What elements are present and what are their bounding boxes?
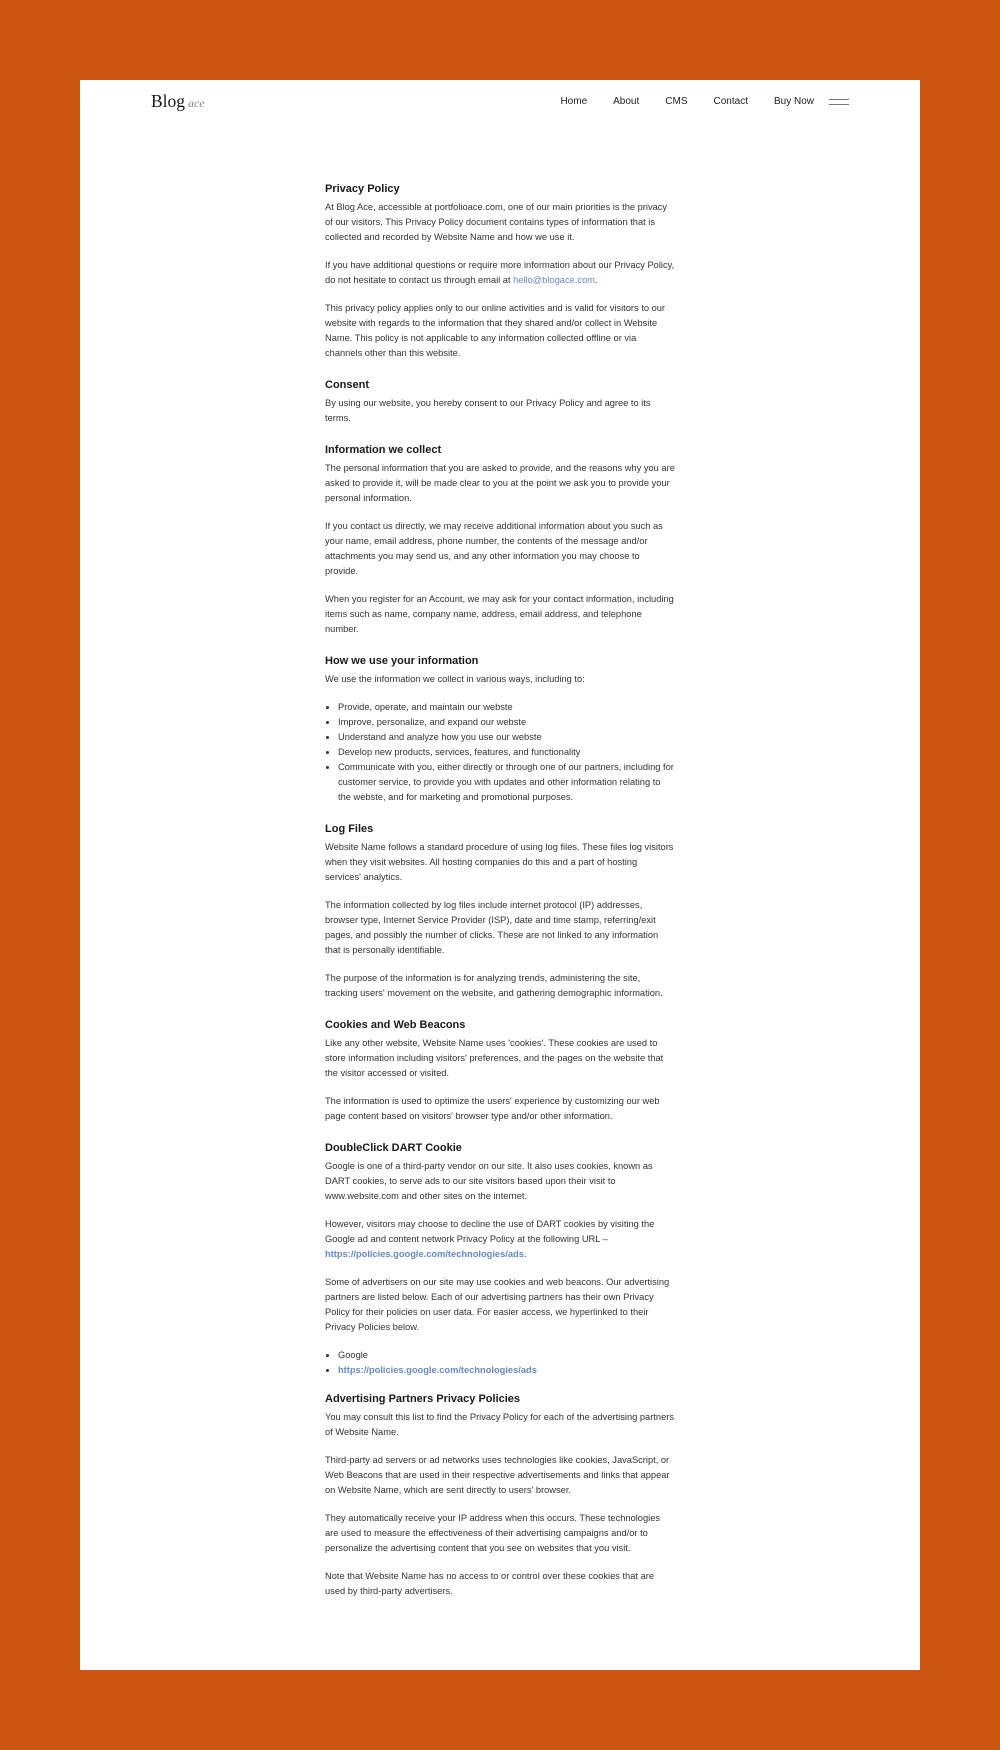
- privacy-paragraph-2: [325, 258, 675, 288]
- nav-buy-now[interactable]: Buy Now: [773, 96, 814, 107]
- list-item: • Provide, operate, and maintain our webste: [338, 700, 675, 715]
- section-title-advertising-partners: Advertising Partners Privacy Policies: [325, 1393, 521, 1405]
- section-title-dart-cookie: DoubleClick DART Cookie: [325, 1142, 462, 1154]
- dart-paragraph-1: Google is one of a third-party vendor on our site. It also uses cookies, known as DART cookies, to serve ads to our site visitors based upon their visit to www.website.com and other sites on the internet.: [325, 1161, 653, 1201]
- list-item: • Improve, personalize, and expand our webste: [338, 715, 675, 730]
- cookies-paragraph-2: The information is used to optimize the users' experience by customizing our web page content based on visitors' browser type and/or other information.: [325, 1096, 660, 1121]
- cookies-paragraph-1: Like any other website, Website Name uses 'cookies'. These cookies are used to store information including visitors' preferences, and the pages on the website that the visitor accessed or visited.: [325, 1038, 664, 1078]
- list-item: • Communicate with you, either directly or through one of our partners, including for customer service, to provide you with updates and other information relating to the webste, and for marketing and promotional purposes.: [338, 760, 675, 805]
- section-title-cookies: Cookies and Web Beacons: [325, 1019, 466, 1031]
- partners-paragraph-1: You may consult this list to find the Privacy Policy for each of the advertising partners of Website Name.: [325, 1412, 674, 1437]
- section-title-log-files: Log Files: [325, 823, 374, 835]
- dart-p2-text: However, visitors may choose to decline the use of DART cookies by visiting the Google ad and content network Privacy Policy at the following URL –: [325, 1219, 655, 1244]
- dart-paragraph-2: [325, 1217, 675, 1262]
- list-item: • Understand and analyze how you use our webste: [338, 730, 675, 745]
- dart-paragraph-3: Some of advertisers on our site may use cookies and web beacons. Our advertising partners are listed below. Each of our advertising partners has their own Privacy Policy for their policies on user data. For easier access, we hyperlinked to their Privacy Policies below.: [325, 1277, 670, 1332]
- logs-paragraph-2: The information collected by log files include internet protocol (IP) addresses, browser type, Internet Service Provider (ISP), date and time stamp, referring/exit pages, and possibly the number of clicks. These are not linked to any information that is personally identifiable.: [325, 900, 659, 955]
- privacy-paragraph-3: This privacy policy applies only to our online activities and is valid for visitors to our website with regards to the information that they shared and/or collect in Website Name. This policy is not applicable to any information collected offline or via channels other than this website.: [325, 303, 666, 358]
- partners-list: [325, 1348, 675, 1378]
- policy-content: [325, 182, 675, 1612]
- section-title-consent: Consent: [325, 379, 369, 391]
- google-policy-link[interactable]: https://policies.google.com/technologies/ads: [325, 1249, 524, 1259]
- list-item: • Develop new products, services, features, and functionality: [338, 745, 675, 760]
- collect-paragraph-3: When you register for an Account, we may ask for your contact information, including items such as name, company name, address, email address, and telephone number.: [325, 594, 674, 634]
- logs-paragraph-1: Website Name follows a standard procedure of using log files. These files log visitors when they visit websites. All hosting companies do this and a part of hosting services' analytics.: [325, 842, 674, 882]
- hamburger-menu-icon[interactable]: [829, 98, 849, 106]
- site-header: [80, 80, 920, 128]
- collect-paragraph-2: If you contact us directly, we may receive additional information about you such as your name, email address, phone number, the contents of the message and/or attachments you may send us, and any other information you may choose to provide.: [325, 521, 663, 576]
- section-title-information-collect: Information we collect: [325, 444, 442, 456]
- nav-home[interactable]: Home: [560, 96, 588, 107]
- partners-paragraph-2: Third-party ad servers or ad networks uses technologies like cookies, JavaScript, or Web Beacons that are used in their respective advertisements and links that appear on Website Name, which are sent directly to users' browser.: [325, 1455, 670, 1495]
- logs-paragraph-3: The purpose of the information is for analyzing trends, administering the site, tracking users' movement on the website, and gathering demographic information.: [325, 973, 663, 998]
- use-list: [325, 700, 675, 805]
- section-title-privacy-policy: Privacy Policy: [325, 183, 400, 195]
- partners-paragraph-4: Note that Website Name has no access to or control over these cookies that are used by third-party advertisers.: [325, 1571, 655, 1596]
- google-ads-link[interactable]: https://policies.google.com/technologies/ads: [338, 1365, 537, 1375]
- use-paragraph: We use the information we collect in various ways, including to:: [325, 674, 585, 684]
- section-title-how-we-use: How we use your information: [325, 655, 479, 667]
- nav-cms[interactable]: CMS: [665, 96, 688, 107]
- nav-about[interactable]: About: [613, 96, 640, 107]
- list-item-google: • Google: [338, 1348, 675, 1363]
- privacy-p2-end: .: [594, 275, 598, 285]
- main-nav: [560, 96, 849, 107]
- collect-paragraph-1: The personal information that you are asked to provide, and the reasons why you are asked to provide it, will be made clear to you at the point we ask you to provide your personal information.: [325, 463, 675, 503]
- list-item-link: [338, 1363, 675, 1378]
- consent-paragraph: By using our website, you hereby consent to our Privacy Policy and agree to its terms.: [325, 398, 651, 423]
- partners-paragraph-3: They automatically receive your IP address when this occurs. These technologies are used to measure the effectiveness of their advertising campaigns and/or to personalize the advertising content that you see on websites that you visit.: [325, 1513, 661, 1553]
- logo-sub: ace: [188, 96, 205, 110]
- page-card: [80, 80, 920, 1670]
- contact-email-link[interactable]: hello@blogace.com: [513, 275, 595, 285]
- site-logo[interactable]: [151, 91, 205, 112]
- privacy-p2-text: If you have additional questions or require more information about our Privacy Policy, do not hesitate to contact us through email at: [325, 260, 675, 285]
- dart-p2-end: .: [523, 1249, 527, 1259]
- privacy-paragraph-1: At Blog Ace, accessible at portfolioace.com, one of our main priorities is the privacy of our visitors. This Privacy Policy document contains types of information that is collected and recorded by Website Name and how we use it.: [325, 202, 668, 242]
- nav-contact[interactable]: Contact: [713, 96, 748, 107]
- logo-main: Blog: [151, 91, 186, 111]
